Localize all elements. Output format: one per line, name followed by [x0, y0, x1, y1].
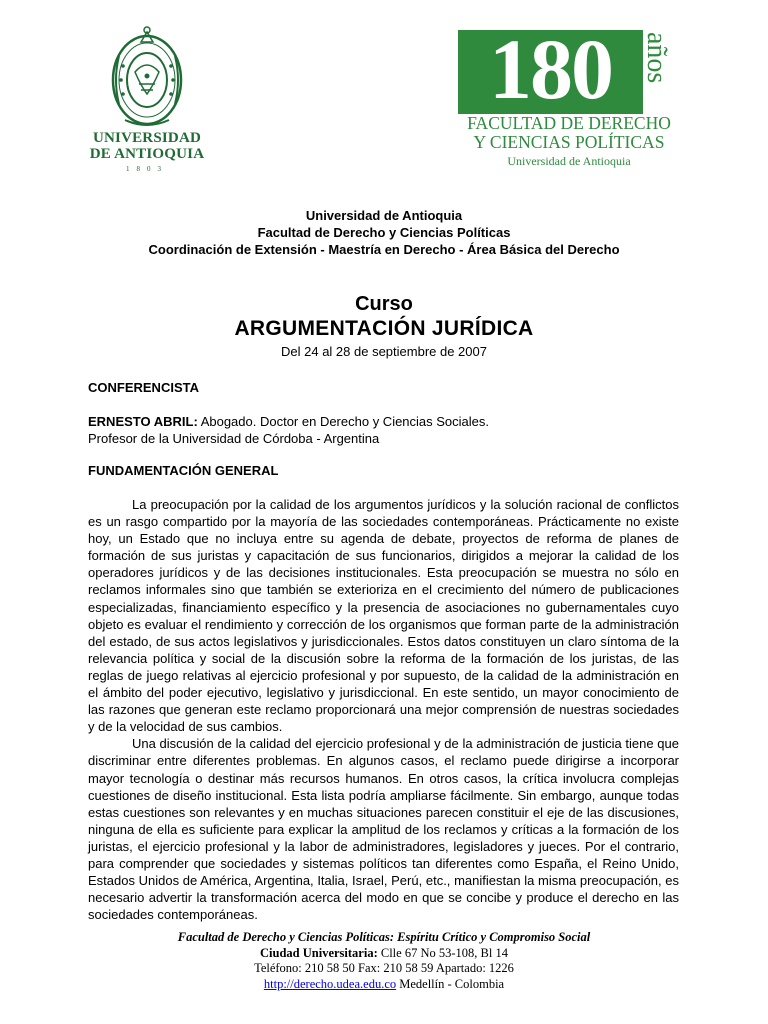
- university-crest-icon: [105, 26, 189, 130]
- footer-campus-address: Clle 67 No 53-108, Bl 14: [377, 945, 508, 960]
- footer-contact: Teléfono: 210 58 50 Fax: 210 58 59 Apartado: 1226: [254, 961, 514, 975]
- header-line-faculty: Facultad de Derecho y Ciencias Políticas: [257, 225, 511, 240]
- anniversary-suffix: años: [641, 32, 672, 84]
- university-logo: [88, 26, 206, 186]
- anniversary-faculty-line2: Y CIENCIAS POLÍTICAS: [473, 132, 665, 152]
- header-line-university: Universidad de Antioquia: [305, 208, 463, 223]
- anniversary-suffix-block: [642, 32, 672, 112]
- footer-address: [88, 946, 680, 962]
- anniversary-faculty-line1: FACULTAD DE DERECHO: [467, 113, 671, 133]
- fundamentacion-heading: FUNDAMENTACIÓN GENERAL: [88, 463, 279, 478]
- page-footer: [88, 930, 680, 992]
- body-paragraph: Una discusión de la calidad del ejercicio profesional y de la administración de justicia tiene que discriminar entre diferentes problemas. En algunos casos, el reclamo puede dirigirse a incorporar mayor tecnología o destinar más recursos humanos. En otros casos, la crítica involucra complejas cuestiones de diseño institucional. Esta lista podría ampliarse fácilmente. Sin embargo, aunque todas estas cuestiones son relevantes y en muchas situaciones parecen constituir el eje de las discusiones, ninguna de ella es suficiente para explicar la amplitud de los reclamos y críticas a la formación de los juristas, el ejercicio profesional y la labor de administradores, legisladores y jueces. Por el contrario, para comprender que sociedades y sistemas políticos tan diferentes como España, el Reino Unido, Estados Unidos de América, Argentina, Italia, Israel, Perú, etc., manifiestan la misma preocupación, es necesario advertir la transformación acerca del modo en que se concibe y produce el derecho en las sociedades contemporáneas.: [88, 736, 679, 923]
- speaker-heading: CONFERENCISTA: [88, 380, 199, 395]
- anniversary-logo: [452, 21, 682, 178]
- speaker-name: ERNESTO ABRIL:: [88, 414, 198, 429]
- course-label: Curso: [355, 293, 413, 315]
- footer-website-link[interactable]: http://derecho.udea.edu.co: [263, 976, 397, 991]
- university-founding-year: 1803: [126, 165, 168, 173]
- anniversary-number-block: [458, 21, 643, 117]
- footer-motto: Facultad de Derecho y Ciencias Políticas: Espíritu Crítico y Compromiso Social: [177, 930, 591, 944]
- speaker-info: [88, 413, 680, 447]
- course-title-block: [88, 292, 680, 360]
- speaker-affiliation: Profesor de la Universidad de Córdoba - Argentina: [88, 431, 380, 446]
- footer-campus-label: Ciudad Universitaria:: [260, 945, 378, 960]
- course-dates: Del 24 al 28 de septiembre de 2007: [281, 344, 487, 359]
- body-paragraph: La preocupación por la calidad de los argumentos jurídicos y la solución racional de conflictos es un rasgo compartido por la mayoría de las sociedades contemporáneas. Prácticamente no existe hoy, un Estado que no incluya entre su agenda de debate, proyectos de reforma de planes de formación de sus juristas y capacitación de sus funcionarios, dirigidos a mejorar la calidad de los operadores jurídicos y de las decisiones institucionales. Esta preocupación se muestra no sólo en reclamos informales sino que también se exterioriza en el crecimiento del número de publicaciones especializadas, financiamiento específico y la presencia de asociaciones no gubernamentales cuyo objeto es evaluar el rendimiento y corrección de los organismos que forman parte de la administración del estado, de sus actos legislativos y jurisdiccionales. Estos datos constituyen un claro síntoma de la relevancia política y social de la discusión sobre la reforma de la formación de los juristas, de las reglas de juego relativas al ejercicio profesional y por supuesto, de la calidad de la administración en el ámbito del poder ejecutivo, legislativo y jurisdiccional. En este sentido, un mayor conocimiento de las razones que generan este reclamo proporcionará una mejor comprensión de nuestras sociedades y de la velocidad de sus cambios.: [88, 497, 679, 735]
- university-name-line2: DE ANTIOQUIA: [89, 146, 205, 162]
- anniversary-number: 180: [489, 21, 612, 117]
- university-name-line1: UNIVERSIDAD: [92, 130, 202, 146]
- speaker-degree: Abogado. Doctor en Derecho y Ciencias Sociales.: [197, 414, 490, 429]
- anniversary-faculty: [458, 114, 680, 152]
- course-title: ARGUMENTACIÓN JURÍDICA: [234, 317, 534, 340]
- fundamentacion-body: [88, 496, 679, 923]
- anniversary-university: Universidad de Antioquia: [507, 154, 631, 168]
- document-header: [88, 207, 680, 258]
- header-line-coordination: Coordinación de Extensión - Maestría en Derecho - Área Básica del Derecho: [148, 242, 620, 257]
- footer-city: Medellín - Colombia: [396, 976, 505, 991]
- footer-web: [88, 977, 680, 993]
